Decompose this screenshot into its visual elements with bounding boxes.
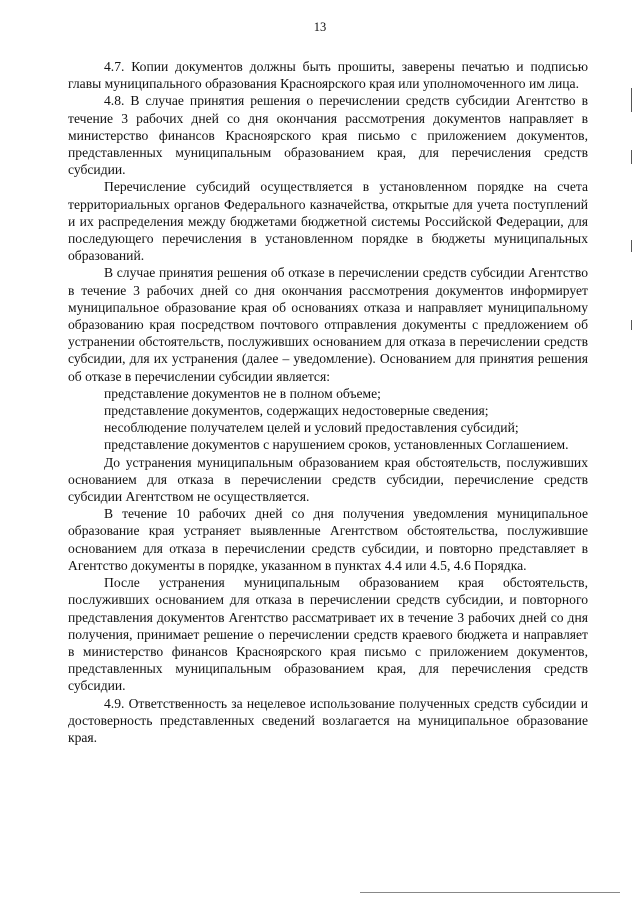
scan-edge-mark (631, 320, 632, 330)
refusal-reason-item: представление документов не в полном объеме; (104, 385, 381, 401)
paragraph-until-elimination: До устранения муниципальным образованием края обстоятельств, послуживших основанием для отказа в перечислении средств субсидии, перечисление средств субсидии Агентством не осуществляется. (68, 454, 588, 505)
document-body (68, 58, 588, 746)
scan-edge-mark (631, 240, 632, 252)
paragraph-10-days: В течение 10 рабочих дней со дня получения уведомления муниципальное образование края устраняет выявленные Агентством обстоятельства, послужившие основанием для отказа в перечислении средств субсидии, и повторно представляет в Агентство документы в порядке, указанном в пунктах 4.4 или 4.5, 4.6 Порядка. (68, 506, 588, 573)
paragraph-4-7: 4.7. Копии документов должны быть прошиты, заверены печатью и подписью главы муниципального образования Красноярского края или уполномоченного им лица. (68, 59, 588, 92)
paragraph-4-8: 4.8. В случае принятия решения о перечислении средств субсидии Агентство в течение 3 рабочих дней со дня окончания рассмотрения документов направляет в министерство финансов Красноярского края письмо с приложением документов, представленных муниципальным образованием края, для перечисления средств субсидии. (68, 93, 588, 178)
page-number: 13 (313, 20, 327, 34)
paragraph-refusal-case: В случае принятия решения об отказе в перечислении средств субсидии Агентство в течение 3 рабочих дней со дня окончания рассмотрения документов информирует муниципальное образование края об основаниях отказа и направляет муниципальному образованию края посредством почтового отправления документы с предложением об устранении обстоятельств, послуживших основанием для отказа в перечислении средств субсидии, для их устранения (далее – уведомление). Основанием для принятия решения об отказе в перечислении субсидии является: (68, 265, 588, 384)
paragraph-transfer-procedure: Перечисление субсидий осуществляется в установленном порядке на счета территориальных органов Федерального казначейства, открытые для учета поступлений и их распределения между бюджетами бюджетной системы Российской Федерации, для последующего перечисления в установленном порядке в бюджеты муниципальных образований. (68, 179, 588, 264)
scan-edge-mark (631, 150, 632, 164)
paragraph-4-9: 4.9. Ответственность за нецелевое использование полученных средств субсидии и достоверность представленных сведений возлагается на муниципальное образование края. (68, 695, 588, 745)
refusal-reason-item: представление документов, содержащих недостоверные сведения; (104, 403, 489, 419)
paragraph-after-elimination: После устранения муниципальным образованием края обстоятельств, послуживших основанием для отказа в перечислении средств субсидии, и повторного представления документов Агентство рассматривает их в течение 3 рабочих дней со дня получения, принимает решение о перечислении средств краевого бюджета и направляет в министерство финансов Красноярского края письмо с приложением документов, представленных муниципальным образованием края, для перечисления средств субсидии. (68, 575, 588, 694)
refusal-reason-item: несоблюдение получателем целей и условий предоставления субсидий; (104, 420, 519, 436)
scan-bottom-line (360, 892, 620, 893)
refusal-reason-item: представление документов с нарушением сроков, установленных Соглашением. (104, 437, 569, 453)
scan-edge-mark (631, 88, 632, 112)
